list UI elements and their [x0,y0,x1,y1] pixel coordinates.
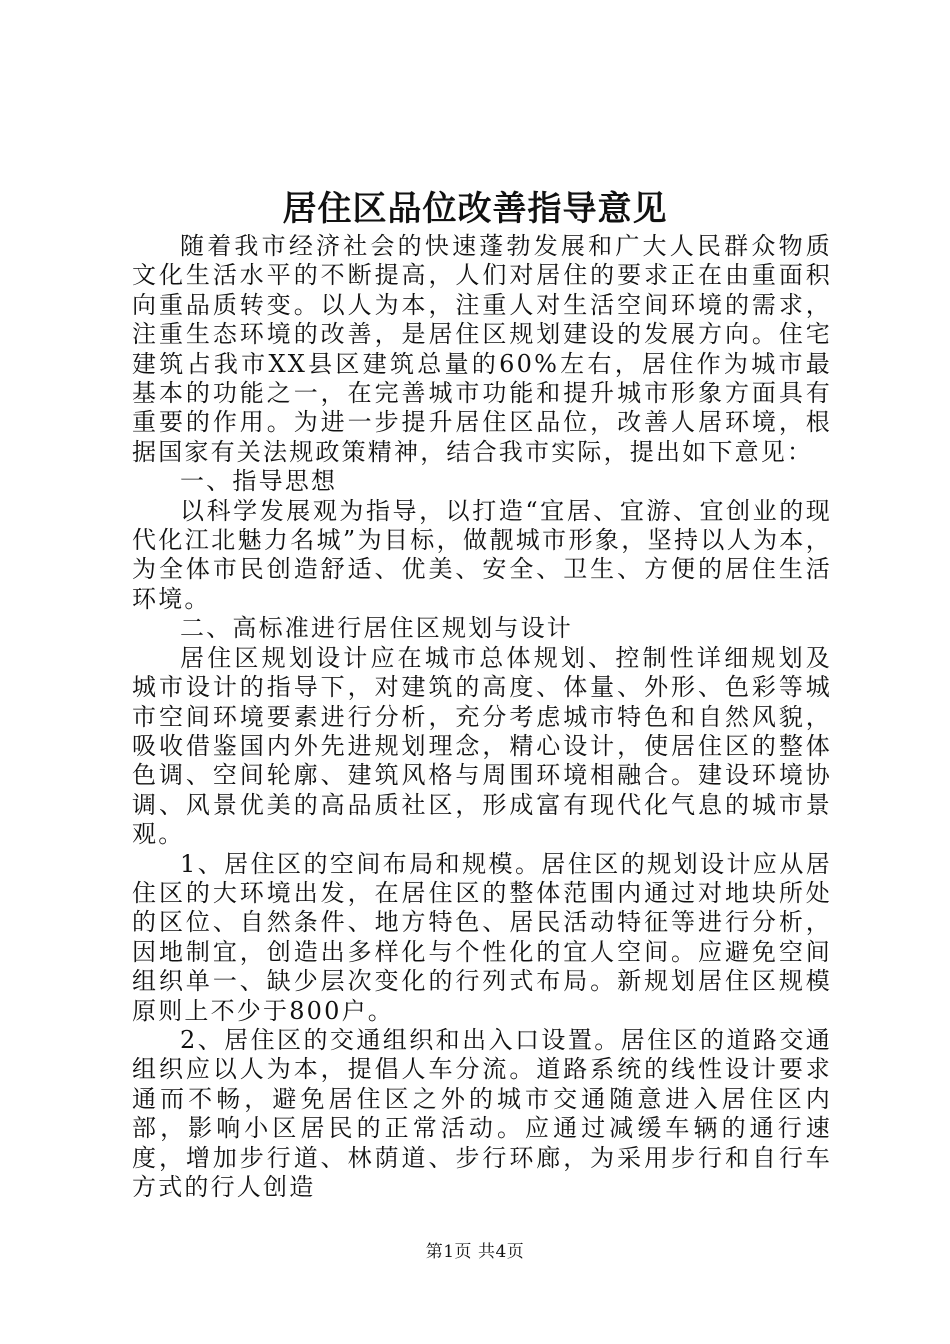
section-heading-planning-design: 二、高标准进行居住区规划与设计 [180,614,573,643]
page-footer [0,1240,950,1264]
planning-design-paragraph: 居住区规划设计应在城市总体规划、控制性详细规划及城市设计的指导下，对建筑的高度、体量、外形、色彩等城市空间环境要素进行分析，充分考虑城市特色和自然风貌，吸收借鉴国内外先进规划理念，精心设计，使居住区的整体色调、空间轮廓、建筑风格与周围环境相融合。建设环境协调、风景优美的高品质社区，形成富有现代化气息的城市景观。 [132,643,832,849]
page-number: 第1页 [425,1242,473,1262]
intro-paragraph: 随着我市经济社会的快速蓬勃发展和广大人民群众物质文化生活水平的不断提高，人们对居住的要求正在由重面积向重品质转变。以人为本，注重人对生活空间环境的需求，注重生态环境的改善，是居住区规划建设的发展方向。住宅建筑占我市XX县区建筑总量的60%左右，居住作为城市最基本的功能之一，在完善城市功能和提升城市形象方面具有重要的作用。为进一步提升居住区品位，改善人居环境，根据国家有关法规政策精神，结合我市实际，提出如下意见： [132,232,832,466]
spatial-layout-paragraph: 1、居住区的空间布局和规模。居住区的规划设计应从居住区的大环境出发，在居住区的整体范围内通过对地块所处的区位、自然条件、地方特色、居民活动特征等进行分析，因地制宜，创造出多样化与个性化的宜人空间。应避免空间组织单一、缺少层次变化的行列式布局。新规划居住区规模原则上不少于800户。 [132,849,832,1025]
document-body [132,232,832,1202]
page-total: 共4页 [477,1242,525,1262]
guiding-principle-paragraph: 以科学发展观为指导，以打造“宜居、宜游、宜创业的现代化江北魅力名城”为目标，做靓城市形象，坚持以人为本，为全体市民创造舒适、优美、安全、卫生、方便的居住生活环境。 [132,496,832,613]
document-title: 居住区品位改善指导意见 [282,189,668,229]
section-heading-guiding-principle: 一、指导思想 [180,467,338,496]
traffic-organization-paragraph: 2、居住区的交通组织和出入口设置。居住区的道路交通组织应以人为本，提倡人车分流。道路系统的线性设计要求通而不畅，避免居住区之外的城市交通随意进入居住区内部，影响小区居民的正常活动。应通过减缓车辆的通行速度，增加步行道、林荫道、步行环廊，为采用步行和自行车方式的行人创造 [132,1025,832,1201]
